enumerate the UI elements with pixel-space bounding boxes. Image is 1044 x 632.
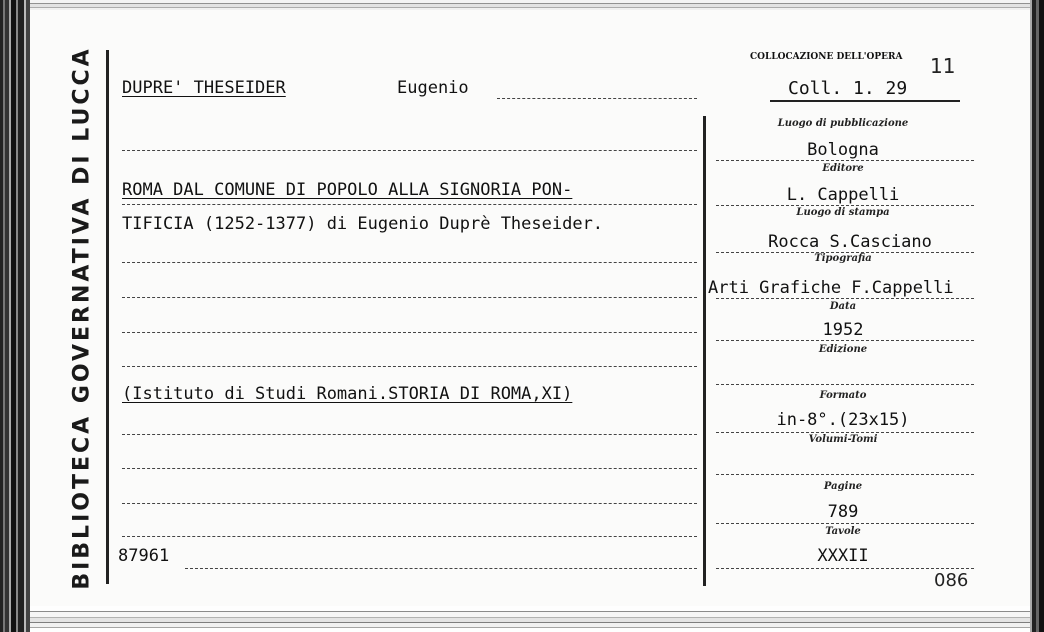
tipografia-value: Arti Grafiche F.Cappelli	[708, 278, 954, 298]
editore-label: Editore	[822, 163, 864, 174]
field-line	[716, 568, 974, 569]
tavole-value: XXXII	[817, 546, 869, 566]
field-line	[716, 298, 974, 299]
scan-edge-left	[0, 0, 30, 632]
collocazione-value: Coll. 1. 29	[788, 78, 908, 99]
pagine-label: Pagine	[823, 481, 863, 492]
data-value: 1952	[822, 320, 864, 340]
title-line-1: ROMA DAL COMUNE DI POPOLO ALLA SIGNORIA PON-	[122, 180, 573, 200]
body-line	[122, 150, 697, 151]
luogo-pubblicazione-value: Bologna	[807, 140, 879, 160]
author-surname: DUPRE' THESEIDER	[122, 78, 286, 98]
tavole-label: Tavole	[825, 526, 861, 537]
body-line	[185, 568, 697, 569]
formato-label: Formato	[819, 390, 867, 401]
body-line	[122, 297, 697, 298]
body-line	[122, 536, 697, 537]
field-line	[716, 523, 974, 524]
field-line	[716, 384, 974, 385]
pagine-value: 789	[827, 502, 859, 522]
body-line	[122, 204, 697, 205]
author-name: Eugenio	[397, 78, 469, 98]
scan-edge-top	[30, 0, 1030, 10]
body-line	[122, 332, 697, 333]
scan-edge-bottom	[30, 606, 1030, 632]
margin-rule	[106, 50, 109, 584]
library-name: BIBLIOTECA GOVERNATIVA DI LUCCA	[69, 46, 95, 590]
body-line	[122, 262, 697, 263]
body-line	[122, 503, 697, 504]
library-name-vertical	[62, 48, 102, 588]
formato-value: in-8°.(23x15)	[776, 410, 910, 430]
luogo-pubblicazione-label: Luogo di pubblicazione	[777, 118, 909, 129]
field-line	[716, 340, 974, 341]
field-line	[716, 432, 974, 433]
collocazione-handwritten: 11	[930, 54, 956, 78]
series-line: (Istituto di Studi Romani.STORIA DI ROMA,XI)	[122, 384, 573, 404]
collocazione-label: COLLOCAZIONE DELL'OPERA	[750, 52, 903, 62]
field-line	[716, 474, 974, 475]
edizione-label: Edizione	[818, 344, 868, 355]
body-line	[122, 366, 697, 367]
field-line	[716, 160, 974, 161]
volumi-label: Volumi-Tomi	[808, 434, 878, 445]
collocazione-underline	[770, 100, 960, 102]
editore-value: L. Cappelli	[786, 185, 900, 205]
title-line-2: TIFICIA (1252-1377) di Eugenio Duprè Theseider.	[122, 214, 604, 234]
body-line	[122, 468, 697, 469]
tipografia-label: Tipografia	[814, 253, 872, 264]
scan-edge-right	[1030, 0, 1044, 632]
inventory-number: 87961	[118, 546, 170, 566]
luogo-stampa-value: Rocca S.Casciano	[768, 232, 932, 252]
body-line	[122, 434, 697, 435]
field-line	[716, 205, 974, 206]
handwritten-corner-number: 086	[934, 570, 969, 591]
luogo-stampa-label: Luogo di stampa	[796, 207, 890, 218]
author-line	[497, 98, 697, 99]
data-label: Data	[829, 301, 857, 312]
